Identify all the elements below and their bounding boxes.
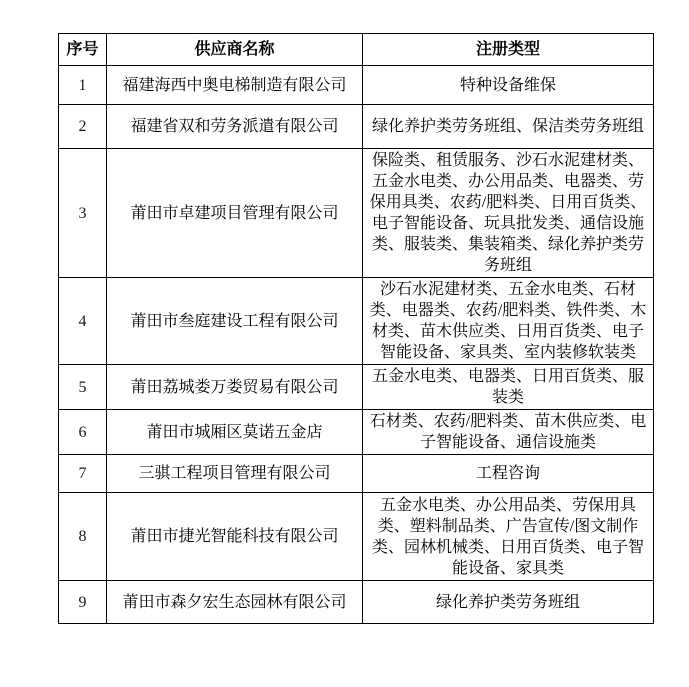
registration-type: 五金水电类、办公用品类、劳保用具类、塑料制品类、广告宣传/图文制作类、园林机械类、日用百货类、电子智能设备、家具类 [363,493,654,581]
row-index: 9 [59,581,107,624]
supplier-name: 莆田市叁庭建设工程有限公司 [107,278,363,365]
table-header-row [59,34,654,66]
column-header-registration-type: 注册类型 [363,34,654,66]
table-row [59,455,654,493]
row-index: 7 [59,455,107,493]
column-header-supplier-name: 供应商名称 [107,34,363,66]
table-row [59,149,654,278]
supplier-name: 莆田市城厢区莫诺五金店 [107,410,363,455]
row-index: 2 [59,105,107,149]
row-index: 6 [59,410,107,455]
registration-type: 绿化养护类劳务班组、保洁类劳务班组 [363,105,654,149]
row-index: 8 [59,493,107,581]
supplier-name: 莆田荔城娄万娄贸易有限公司 [107,365,363,410]
column-header-index: 序号 [59,34,107,66]
registration-type: 绿化养护类劳务班组 [363,581,654,624]
table-row [59,66,654,105]
supplier-name: 莆田市捷光智能科技有限公司 [107,493,363,581]
header-row [59,34,654,66]
registration-type: 工程咨询 [363,455,654,493]
supplier-name: 莆田市卓建项目管理有限公司 [107,149,363,278]
table-row [59,105,654,149]
supplier-registration-table [58,33,654,624]
registration-type: 特种设备维保 [363,66,654,105]
supplier-name: 福建海西中奥电梯制造有限公司 [107,66,363,105]
table-row [59,278,654,365]
supplier-name: 莆田市森夕宏生态园林有限公司 [107,581,363,624]
registration-type: 沙石水泥建材类、五金水电类、石材类、电器类、农药/肥料类、铁件类、木材类、苗木供应类、日用百货类、电子智能设备、家具类、室内装修软装类 [363,278,654,365]
row-index: 4 [59,278,107,365]
table-row [59,365,654,410]
registration-type: 五金水电类、电器类、日用百货类、服装类 [363,365,654,410]
supplier-name: 福建省双和劳务派遣有限公司 [107,105,363,149]
row-index: 3 [59,149,107,278]
table-row [59,410,654,455]
registration-type: 保险类、租赁服务、沙石水泥建材类、五金水电类、办公用品类、电器类、劳保用具类、农药/肥料类、日用百货类、电子智能设备、玩具批发类、通信设施类、服装类、集装箱类、绿化养护类劳务班组 [363,149,654,278]
row-index: 1 [59,66,107,105]
table-row [59,493,654,581]
row-index: 5 [59,365,107,410]
registration-type: 石材类、农药/肥料类、苗木供应类、电子智能设备、通信设施类 [363,410,654,455]
supplier-name: 三骐工程项目管理有限公司 [107,455,363,493]
table-row [59,581,654,624]
